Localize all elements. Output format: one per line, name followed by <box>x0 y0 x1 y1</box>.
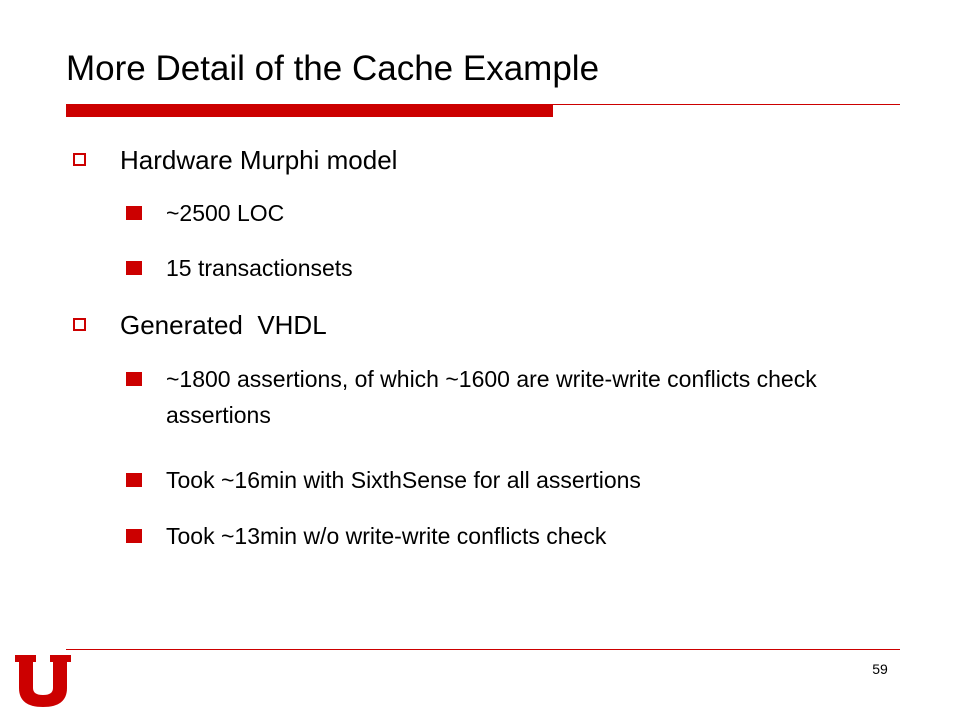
sub-bullet-item: ~1800 assertions, of which ~1600 are write-write conflicts check assertions <box>166 366 817 428</box>
page-number: 59 <box>872 661 888 677</box>
filled-square-icon <box>126 206 142 220</box>
filled-square-icon <box>126 473 142 487</box>
filled-square-icon <box>126 372 142 386</box>
slide-title: More Detail of the Cache Example <box>66 49 600 88</box>
hollow-square-icon <box>73 318 86 331</box>
footer-divider <box>66 649 900 650</box>
sub-bullet-item: Took ~16min with SixthSense for all assertions <box>166 467 641 493</box>
filled-square-icon <box>126 529 142 543</box>
university-logo-icon <box>15 655 71 707</box>
bullet-item: Hardware Murphi model <box>120 145 398 175</box>
bullet-item: Generated VHDL <box>120 310 327 340</box>
sub-bullet-item: ~2500 LOC <box>166 200 285 226</box>
sub-bullet-item: Took ~13min w/o write-write conflicts check <box>166 523 607 549</box>
sub-bullet-item: 15 transactionsets <box>166 255 353 281</box>
filled-square-icon <box>126 261 142 275</box>
hollow-square-icon <box>73 153 86 166</box>
